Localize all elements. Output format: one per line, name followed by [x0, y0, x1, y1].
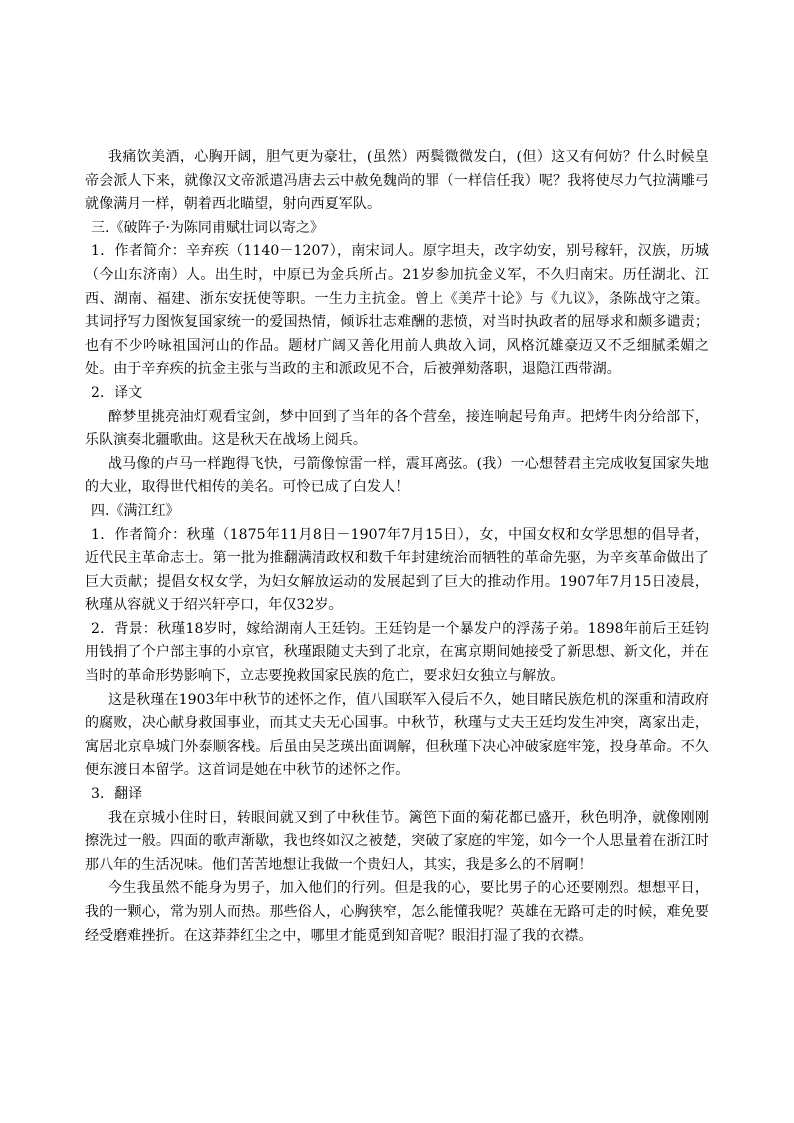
document-body: [85, 146, 709, 948]
subheading-translation: 2．译文: [91, 384, 143, 401]
subheading-fanyi: 3．翻译: [91, 786, 143, 803]
paragraph-translation-1: 醉梦里挑亮油灯观看宝剑，梦中回到了当年的各个营垒，接连响起号角声。把烤牛肉分给部下，乐队演奏北疆歌曲。这是秋天在战场上阅兵。: [85, 408, 709, 449]
section-heading-manjianghong: 四.《满江红》: [91, 502, 180, 519]
paragraph-fanyi-2: 今生我虽然不能身为男子，加入他们的行列。但是我的心，要比男子的心还要刚烈。想想平日，我的一颗心，常为别人而热。那些俗人，心胸狭窄，怎么能懂我呢？英雄在无路可走的时候，难免要经受磨难挫折。在这莽莽红尘之中，哪里才能觅到知音呢？眼泪打湿了我的衣襟。: [85, 880, 709, 944]
author-intro-qiu-jin: 1．作者简介：秋瑾（1875年11月8日－1907年7月15日），女，中国女权和女学思想的倡导者，近代民主革命志士。第一批为推翻满清政权和数千年封建统治而牺牲的革命先驱，为辛亥革命做出了巨大贡献；提倡女权女学，为妇女解放运动的发展起到了巨大的推动作用。1907年7月15日凌晨，秋瑾从容就义于绍兴轩亭口，年仅32岁。: [85, 526, 709, 614]
author-intro-xin-qiji: 1．作者简介：辛弃疾（1140－1207），南宋词人。原字坦夫，改字幼安，别号稼轩，汉族，历城（今山东济南）人。出生时，中原已为金兵所占。21岁参加抗金义军，不久归南宋。历任湖北、江西、湖南、福建、浙东安抚使等职。一生力主抗金。曾上《美芹十论》与《九议》，条陈战守之策。其词抒写力图恢复国家统一的爱国热情，倾诉壮志难酬的悲愤，对当时执政者的屈辱求和颇多谴责；也有不少吟咏祖国河山的作品。题材广阔又善化用前人典故入词，风格沉雄豪迈又不乏细腻柔媚之处。由于辛弃疾的抗金主张与当政的主和派政见不合，后被弹劾落职，退隐江西带湖。: [85, 243, 709, 378]
paragraph-fanyi-1: 我在京城小住时日，转眼间就又到了中秋佳节。篱笆下面的菊花都已盛开，秋色明净，就像刚刚擦洗过一般。四面的歌声渐歇，我也终如汉之被楚，突破了家庭的牢笼，如今一个人思量着在浙江时那八年的生活况味。他们苦苦地想让我做一个贵妇人，其实，我是多么的不屑啊！: [85, 809, 709, 873]
background-paragraph: 2．背景：秋瑾18岁时，嫁给湖南人王廷钧。王廷钧是一个暴发户的浮荡子弟。1898年前后王廷钧用钱捐了个户部主事的小京官，秋瑾跟随丈夫到了北京，在寓京期间她接受了新思想、新文化，并在当时的革命形势影响下，立志要挽救国家民族的危亡，要求妇女独立与解放。: [85, 620, 709, 685]
section-heading-pozhenzi: 三.《破阵子·为陈同甫赋壮词以寄之》: [91, 219, 324, 236]
paragraph-translation-2: 战马像的卢马一样跑得飞快，弓箭像惊雷一样，震耳离弦。(我）一心想替君主完成收复国家失地的大业，取得世代相传的美名。可怜已成了白发人！: [85, 455, 709, 496]
paragraph-translation-jiangchengzi: 我痛饮美酒，心胸开阔，胆气更为豪壮，(虽然）两鬓微微发白，(但）这又有何妨？什么时候皇帝会派人下来，就像汉文帝派遣冯唐去云中赦免魏尚的罪（一样信任我）呢？我将使尽力气拉满雕弓就像满月一样，朝着西北瞄望，射向西夏军队。: [85, 149, 709, 213]
background-paragraph-2: 这是秋瑾在1903年中秋节的述怀之作，值八国联军入侵后不久，她目睹民族危机的深重和清政府的腐败，决心献身救国事业，而其丈夫无心国事。中秋节，秋瑾与丈夫王廷均发生冲突，离家出走，寓居北京阜城门外泰顺客栈。后虽由吴芝瑛出面调解，但秋瑾下决心冲破家庭牢笼，投身革命。不久便东渡日本留学。这首词是她在中秋节的述怀之作。: [85, 691, 709, 779]
